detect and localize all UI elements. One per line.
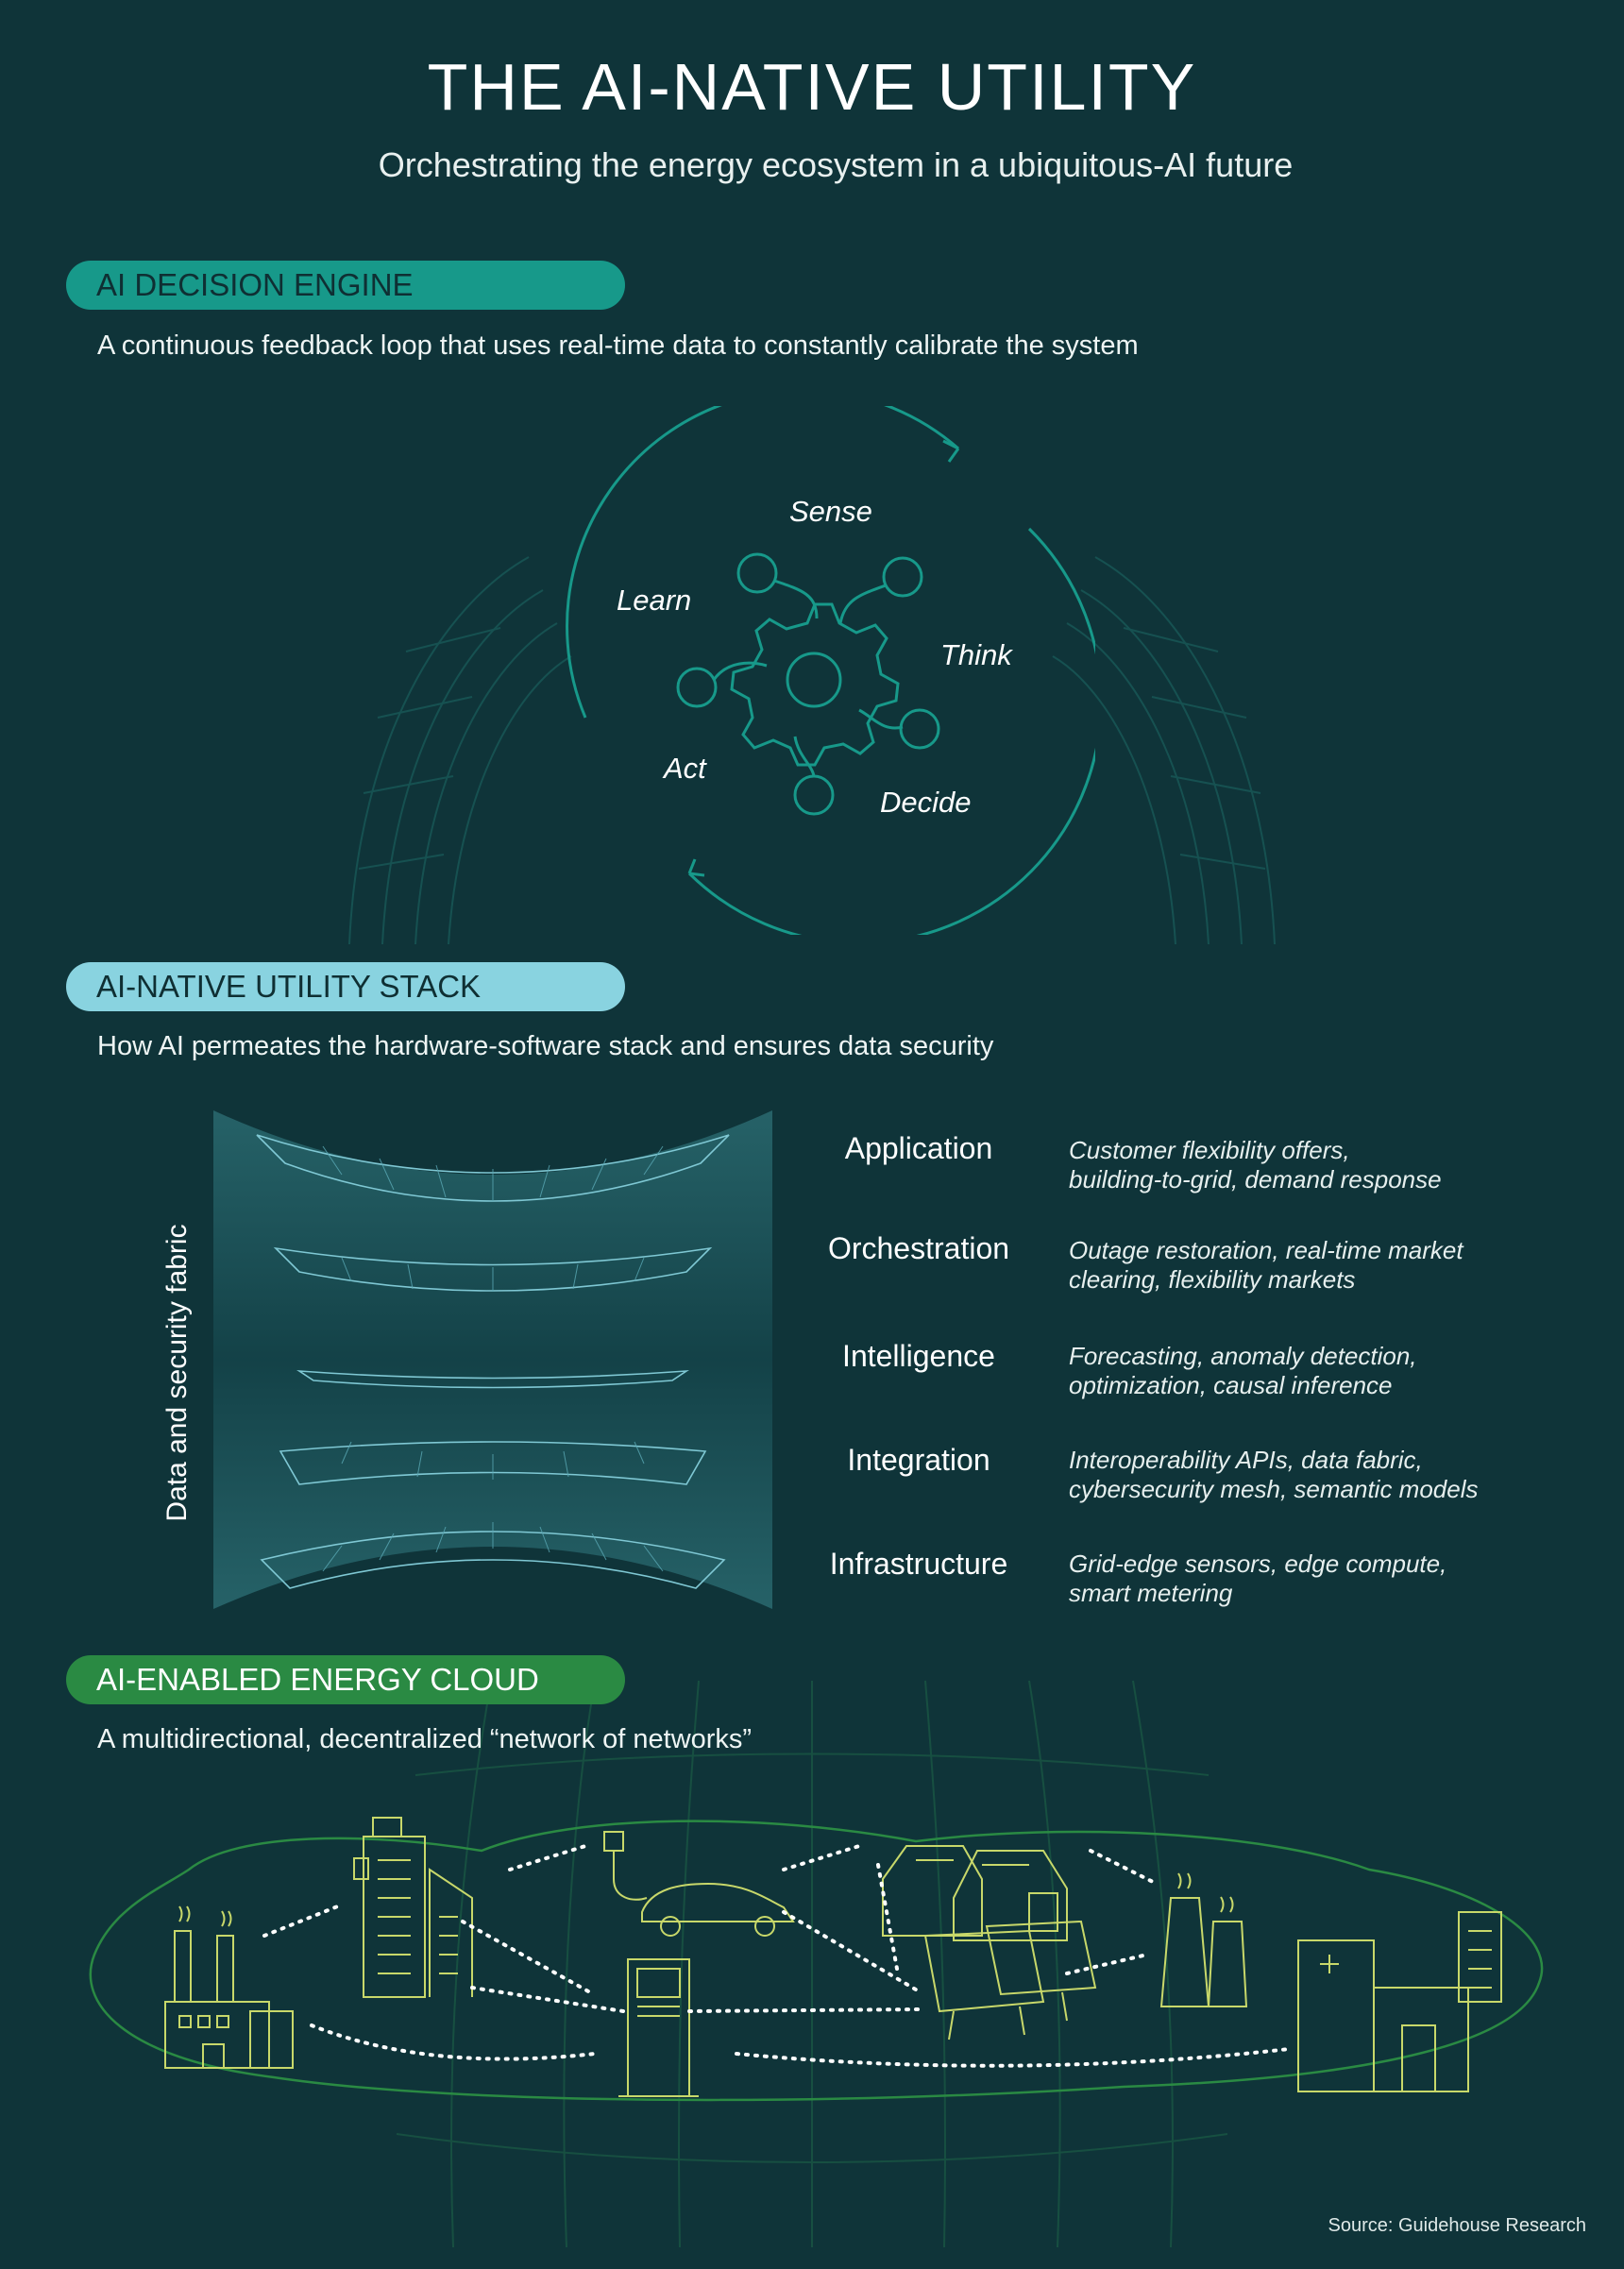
loop-arc-top [567, 406, 958, 718]
solar-panel-icon [925, 1922, 1095, 2040]
electric-car-icon [604, 1832, 793, 1936]
node-circle-icon [738, 554, 776, 592]
loop-label-think: Think [940, 638, 1012, 671]
energy-cloud-description: A multidirectional, decentralized “network of networks” [97, 1724, 753, 1754]
section-label-energy-cloud: AI-ENABLED ENERGY CLOUD [66, 1655, 625, 1704]
page-subtitle: Orchestrating the energy ecosystem in a ubiquitous-AI future [378, 145, 1294, 184]
layer-desc-application: Customer flexibility offers, building-to-grid, demand response [1069, 1136, 1442, 1194]
decision-loop-diagram [548, 406, 1095, 935]
node-circle-icon [884, 558, 922, 596]
office-buildings-icon [354, 1818, 472, 1997]
loop-label-learn: Learn [617, 584, 692, 617]
layer-desc-intelligence: Forecasting, anomaly detection, optimization, causal inference [1069, 1342, 1417, 1399]
layer-name-intelligence: Intelligence [842, 1339, 995, 1373]
layer-name-application: Application [844, 1131, 993, 1165]
energy-cloud-diagram [85, 1794, 1558, 2134]
charging-station-icon [618, 1959, 699, 2096]
layer-name-orchestration: Orchestration [827, 1231, 1010, 1265]
section-label-decision-engine: AI DECISION ENGINE [66, 261, 625, 310]
layer-desc-integration: Interoperability APIs, data fabric, cybersecurity mesh, semantic models [1069, 1446, 1479, 1503]
layer-desc-infrastructure: Grid-edge sensors, edge compute, smart metering [1069, 1549, 1447, 1607]
loop-label-act: Act [664, 752, 706, 785]
node-circle-icon [795, 776, 833, 814]
hospital-icon [1298, 1912, 1501, 2091]
loop-label-decide: Decide [880, 786, 972, 819]
gear-icon [732, 604, 898, 765]
node-circle-icon [901, 710, 939, 748]
layer-name-integration: Integration [847, 1443, 990, 1477]
layer-name-infrastructure: Infrastructure [829, 1547, 1008, 1581]
solar-houses-icon [883, 1846, 1067, 1940]
power-plant-icon [1161, 1873, 1246, 2007]
utility-stack-description: How AI permeates the hardware-software stack and ensures data security [97, 1031, 994, 1061]
node-circle-icon [678, 669, 716, 706]
loop-label-sense: Sense [789, 495, 872, 528]
source-credit: Source: Guidehouse Research [1328, 2215, 1586, 2236]
page-title: THE AI-NATIVE UTILITY [427, 50, 1197, 124]
stack-layers-diagram [210, 1107, 776, 1613]
decision-engine-description: A continuous feedback loop that uses real-time data to constantly calibrate the system [97, 330, 1139, 361]
layer-desc-orchestration: Outage restoration, real-time market clearing, flexibility markets [1069, 1236, 1463, 1294]
section-label-utility-stack: AI-NATIVE UTILITY STACK [66, 962, 625, 1011]
